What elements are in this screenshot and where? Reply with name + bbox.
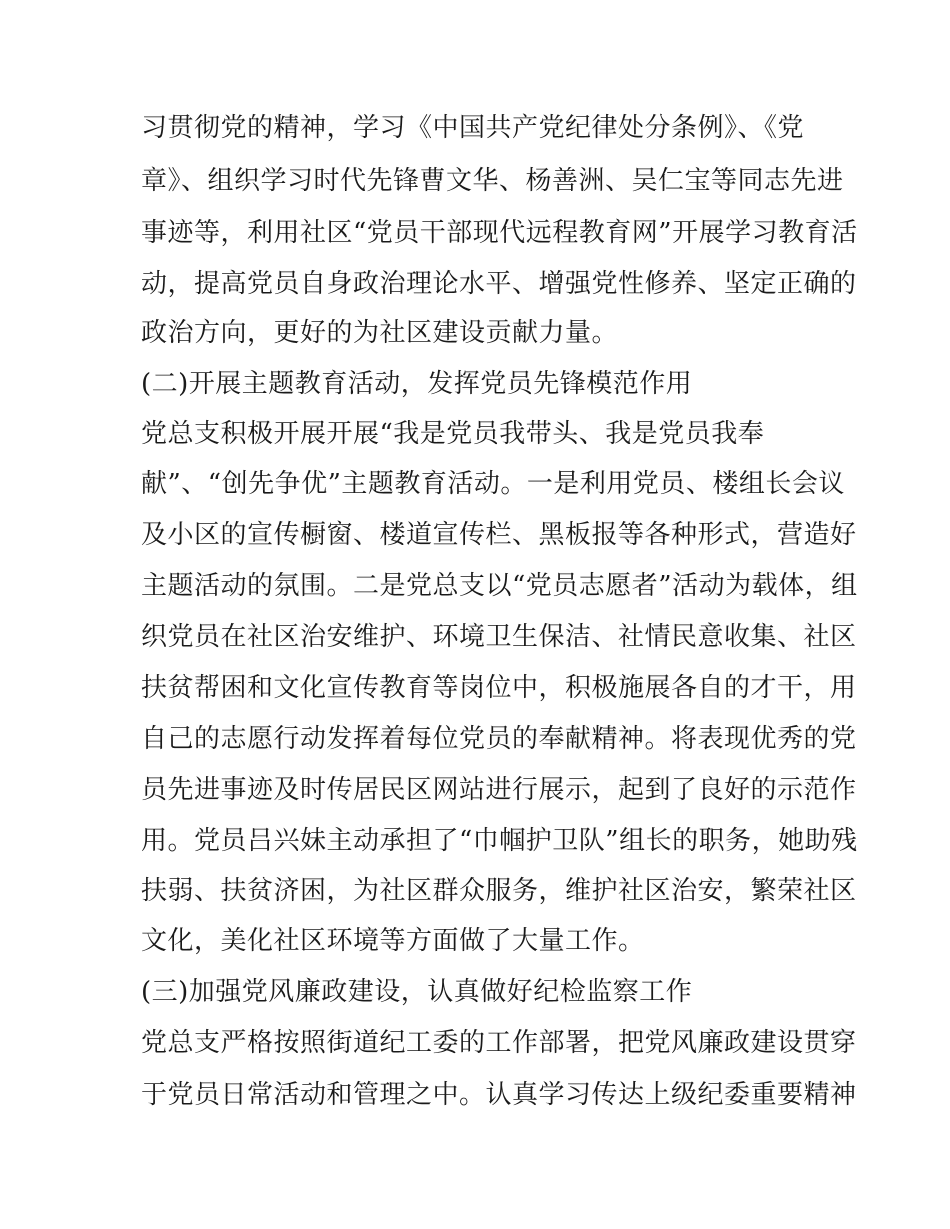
paragraph-line: 于党员日常活动和管理之中。认真学习传达上级纪委重要精神 xyxy=(141,1080,857,1110)
paragraph-line: 政治方向，更好的为社区建设贡献力量。 xyxy=(141,318,619,348)
paragraph-line: 织党员在社区治安维护、环境卫生保洁、社情民意收集、社区 xyxy=(141,622,857,652)
paragraph-line: 党总支严格按照街道纪工委的工作部署，把党风廉政建设贯穿 xyxy=(141,1028,857,1058)
paragraph-line: 动，提高党员自身政治理论水平、增强党性修养、坚定正确的 xyxy=(141,269,857,299)
paragraph-line: 事迹等，利用社区“党员干部现代远程教育网”开展学习教育活 xyxy=(141,218,858,248)
paragraph-line: 及小区的宣传橱窗、楼道宣传栏、黑板报等各种形式，营造好 xyxy=(141,520,857,550)
paragraph-line: 自己的志愿行动发挥着每位党员的奉献精神。将表现优秀的党 xyxy=(141,724,857,754)
paragraph-line: 扶贫帮困和文化宣传教育等岗位中，积极施展各自的才干，用 xyxy=(141,673,857,703)
section-heading: (三)加强党风廉政建设，认真做好纪检监察工作 xyxy=(141,977,693,1007)
paragraph-line: 党总支积极开展开展“我是党员我带头、我是党员我奉 xyxy=(141,419,765,449)
section-heading: (二)开展主题教育活动，发挥党员先锋模范作用 xyxy=(141,369,693,399)
paragraph-line: 献”、“创先争优”主题教育活动。一是利用党员、楼组长会议 xyxy=(141,469,845,499)
paragraph-line: 文化，美化社区环境等方面做了大量工作。 xyxy=(141,926,645,956)
paragraph-line: 章》、组织学习时代先锋曹文华、杨善洲、吴仁宝等同志先进 xyxy=(141,166,844,196)
paragraph-line: 员先进事迹及时传居民区网站进行展示，起到了良好的示范作 xyxy=(141,775,857,805)
paragraph-line: 用。党员吕兴妹主动承担了“巾帼护卫队”组长的职务，她助残 xyxy=(141,826,858,856)
paragraph-line: 扶弱、扶贫济困，为社区群众服务，维护社区治安，繁荣社区 xyxy=(141,876,857,906)
paragraph-line: 习贯彻党的精神，学习《中国共产党纪律处分条例》、《党 xyxy=(141,113,805,143)
paragraph-line: 主题活动的氛围。二是党总支以“党员志愿者”活动为载体，组 xyxy=(141,571,858,601)
